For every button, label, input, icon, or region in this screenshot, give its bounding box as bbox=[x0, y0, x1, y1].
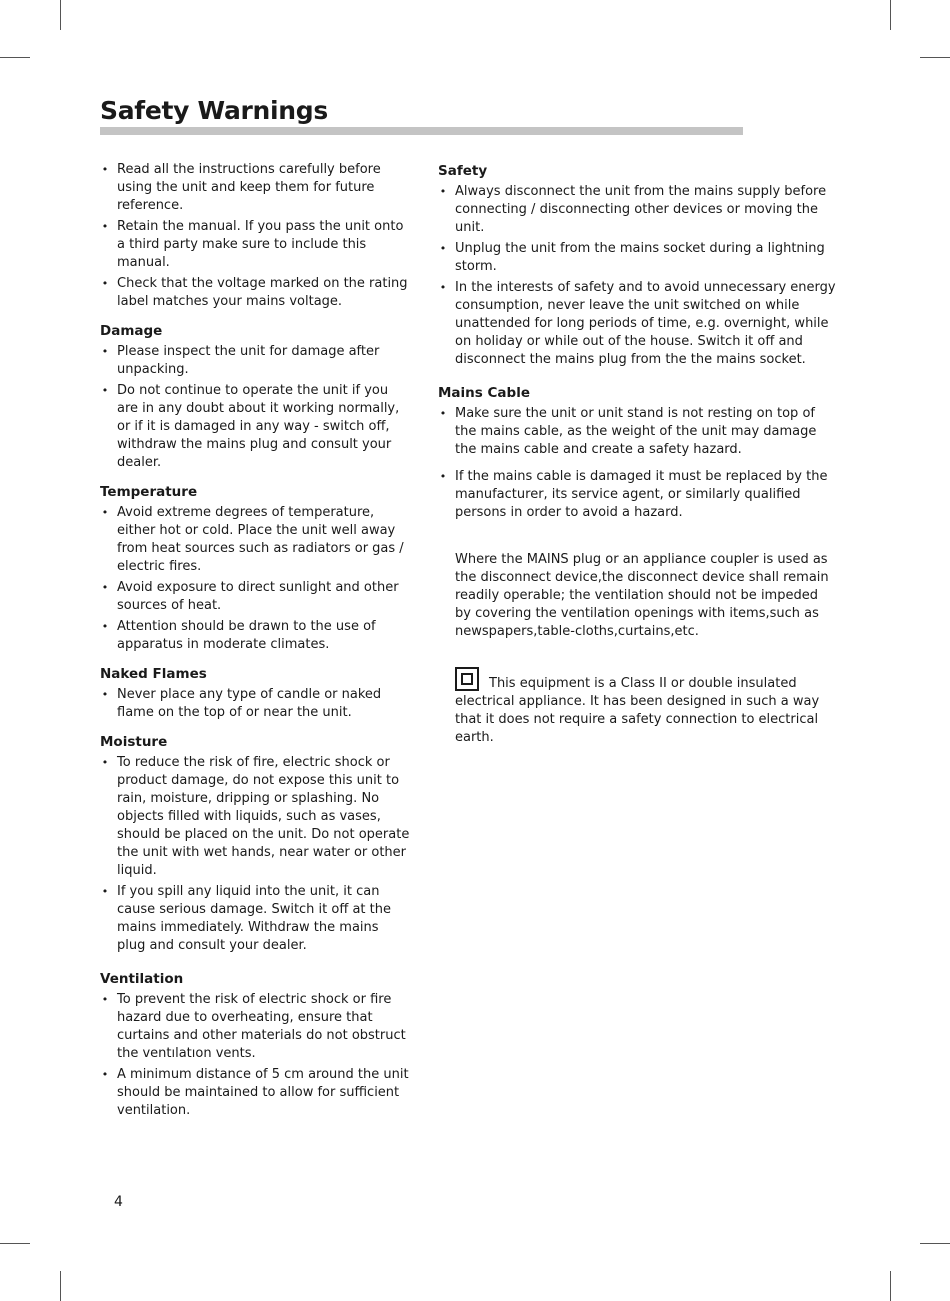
bullet-icon: • bbox=[101, 506, 109, 519]
section-heading-mains-cable: Mains Cable bbox=[438, 385, 530, 401]
bullet-icon: • bbox=[101, 688, 109, 701]
crop-mark bbox=[60, 1271, 61, 1301]
class-ii-note: This equipment is a Class II or double insulated electrical appliance. It has been designed in such a way that it does not require a safety connection to electrical earth. bbox=[438, 667, 836, 747]
disconnect-device-note: Where the MAINS plug or an appliance coupler is used as the disconnect device,the disconnect device shall remain readily operable; the ventilation should not be impeded by covering the ventilation openings with items,such as newspapers,table-cloths,curtains,etc. bbox=[455, 552, 829, 639]
section-heading-moisture: Moisture bbox=[100, 734, 168, 750]
list-item: • Never place any type of candle or naked flame on the top of or near the unit. bbox=[101, 687, 382, 720]
list-item: • Always disconnect the unit from the mains supply before connecting / disconnecting other devices or moving the unit. bbox=[439, 184, 827, 235]
list-item: • Avoid extreme degrees of temperature, either hot or cold. Place the unit well away from heat sources such as radiators or gas / electric fires. bbox=[101, 505, 404, 574]
crop-mark bbox=[890, 1271, 891, 1301]
crop-mark bbox=[920, 1243, 950, 1244]
list-item: • Read all the instructions carefully before using the unit and keep them for future reference. bbox=[101, 162, 381, 213]
intro-list bbox=[100, 161, 410, 311]
page-number: 4 bbox=[114, 1194, 123, 1210]
bullet-icon: • bbox=[439, 185, 447, 198]
page-title: Safety Warnings bbox=[100, 96, 328, 125]
list-item: • Make sure the unit or unit stand is not resting on top of the mains cable, as the weight of the unit may damage the mains cable and create a safety hazard. bbox=[439, 406, 817, 457]
list-item: • Please inspect the unit for damage after unpacking. bbox=[101, 344, 380, 377]
bullet-icon: • bbox=[439, 470, 447, 483]
bullet-icon: • bbox=[101, 581, 109, 594]
safety-list bbox=[438, 183, 836, 369]
section-heading-damage: Damage bbox=[100, 323, 163, 339]
section-heading-safety: Safety bbox=[438, 163, 488, 179]
bullet-icon: • bbox=[439, 407, 447, 420]
moisture-list bbox=[100, 754, 410, 955]
list-item: • A minimum distance of 5 cm around the unit should be maintained to allow for sufficient ventilation. bbox=[101, 1067, 409, 1118]
bullet-icon: • bbox=[101, 885, 109, 898]
bullet-icon: • bbox=[101, 993, 109, 1006]
list-item: • Avoid exposure to direct sunlight and other sources of heat. bbox=[101, 580, 399, 613]
bullet-icon: • bbox=[101, 756, 109, 769]
section-heading-temperature: Temperature bbox=[100, 484, 198, 500]
bullet-icon: • bbox=[101, 163, 109, 176]
left-column bbox=[100, 161, 410, 1123]
ventilation-list bbox=[100, 991, 410, 1120]
crop-mark bbox=[890, 0, 891, 30]
section-heading-naked-flames: Naked Flames bbox=[100, 666, 207, 682]
bullet-icon: • bbox=[101, 220, 109, 233]
list-item: • If you spill any liquid into the unit, it can cause serious damage. Switch it off at the mains immediately. Withdraw the mains plug and consult your dealer. bbox=[101, 884, 391, 953]
list-item: • Attention should be drawn to the use of apparatus in moderate climates. bbox=[101, 619, 376, 652]
bullet-icon: • bbox=[101, 620, 109, 633]
crop-mark bbox=[60, 0, 61, 30]
mains-cable-list bbox=[438, 405, 836, 522]
temperature-list bbox=[100, 504, 410, 654]
damage-list bbox=[100, 343, 410, 472]
crop-mark bbox=[0, 1243, 30, 1244]
bullet-icon: • bbox=[439, 242, 447, 255]
list-item: • To prevent the risk of electric shock or fire hazard due to overheating, ensure that curtains and other materials do not obstruct the ventılatıon vents. bbox=[101, 992, 406, 1061]
bullet-icon: • bbox=[101, 1068, 109, 1081]
list-item: • In the interests of safety and to avoid unnecessary energy consumption, never leave the unit switched on while unattended for long periods of time, e.g. overnight, while on holiday or while out of the house. Switch it off and disconnect the mains plug from the the mains socket. bbox=[439, 280, 836, 367]
title-rule bbox=[100, 127, 743, 135]
section-heading-ventilation: Ventilation bbox=[100, 971, 184, 987]
bullet-icon: • bbox=[439, 281, 447, 294]
list-item: • Unplug the unit from the mains socket during a lightning storm. bbox=[439, 241, 825, 274]
crop-mark bbox=[920, 57, 950, 58]
list-item: • Retain the manual. If you pass the unit onto a third party make sure to include this manual. bbox=[101, 219, 404, 270]
list-item: • To reduce the risk of fire, electric shock or product damage, do not expose this unit to rain, moisture, dripping or splashing. No objects filled with liquids, such as vases, should be placed on the unit. Do not operate the unit with wet hands, near water or other liquid. bbox=[101, 755, 410, 878]
list-item: • Do not continue to operate the unit if you are in any doubt about it working normally, or if it is damaged in any way - switch off, withdraw the mains plug and consult your dealer. bbox=[101, 383, 400, 470]
right-column bbox=[438, 162, 836, 747]
bullet-icon: • bbox=[101, 277, 109, 290]
class-ii-double-insulation-icon bbox=[455, 667, 479, 691]
bullet-icon: • bbox=[101, 384, 109, 397]
crop-mark bbox=[0, 57, 30, 58]
flames-list bbox=[100, 686, 410, 722]
list-item: • If the mains cable is damaged it must be replaced by the manufacturer, its service agent, or similarly qualified persons in order to avoid a hazard. bbox=[439, 469, 828, 520]
list-item: • Check that the voltage marked on the rating label matches your mains voltage. bbox=[101, 276, 408, 309]
bullet-icon: • bbox=[101, 345, 109, 358]
